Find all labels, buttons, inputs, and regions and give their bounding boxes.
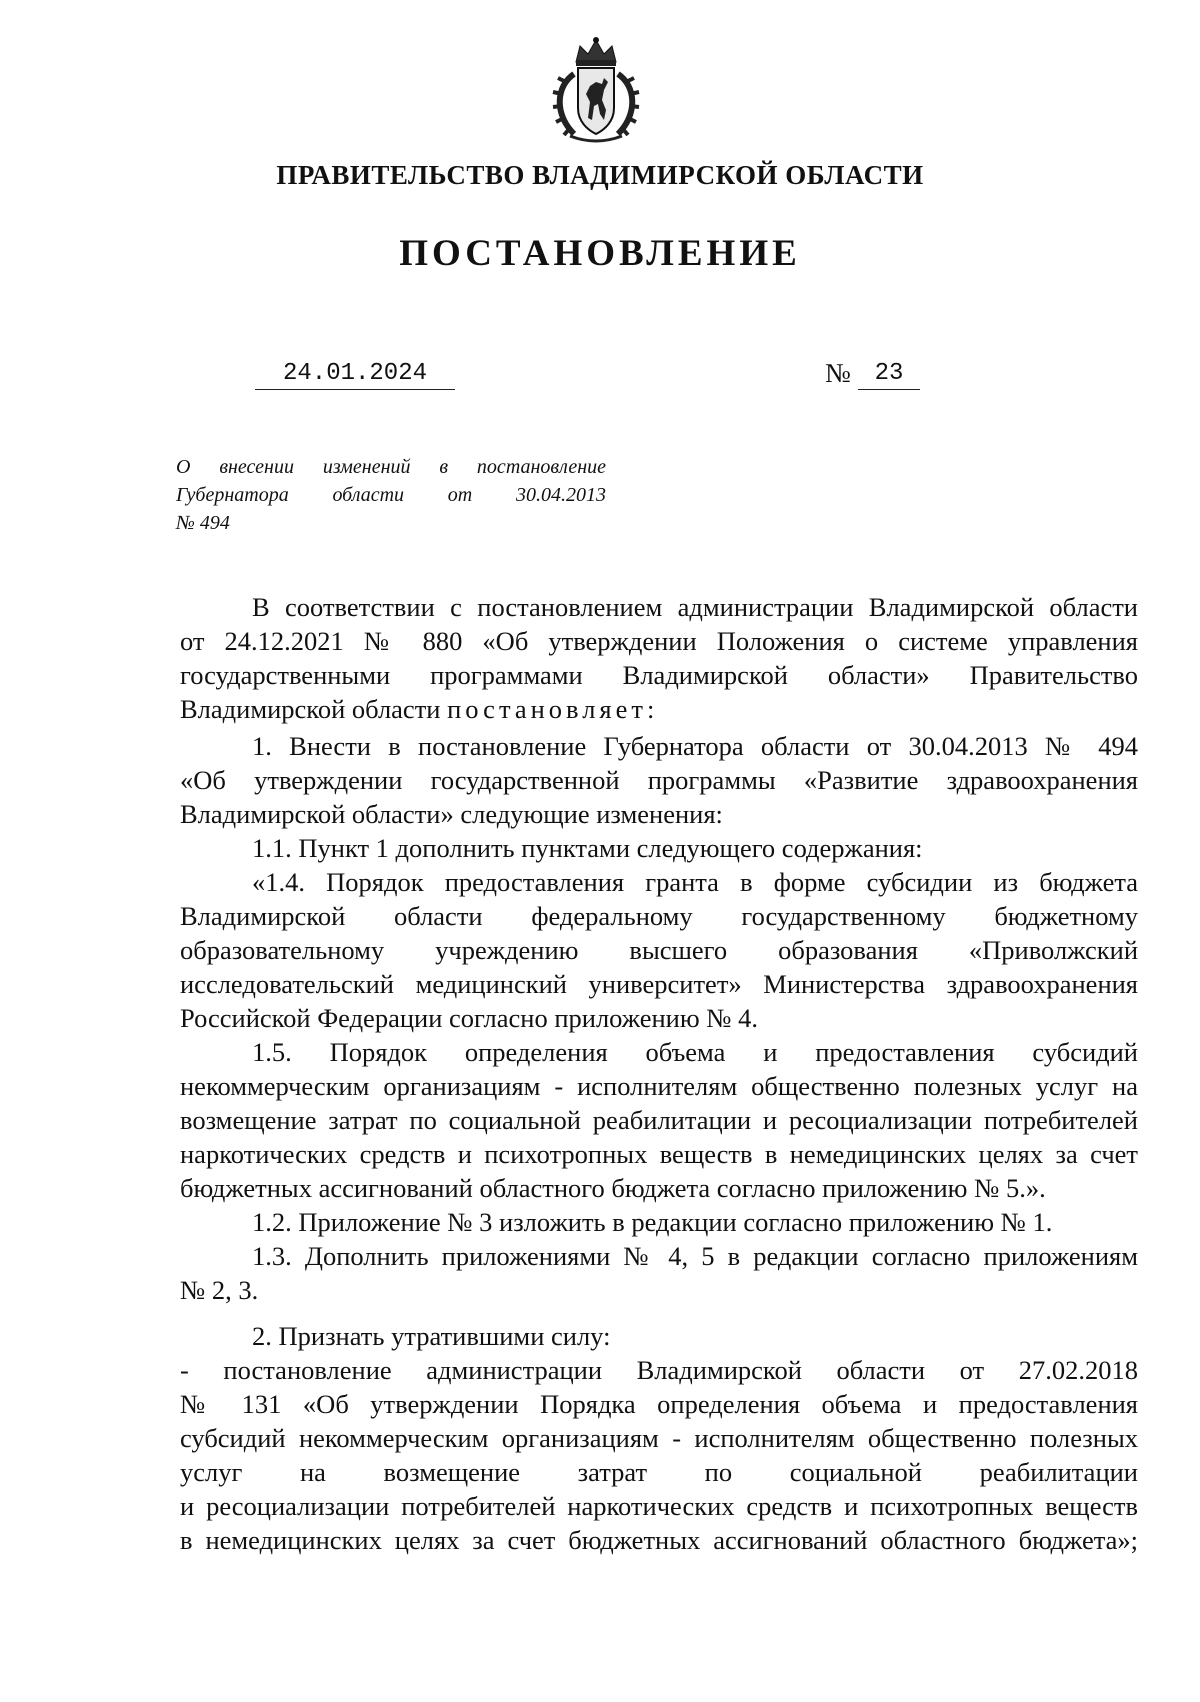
text-line [180, 692, 1138, 726]
text-line: наркотических средств и психотропных веществ в немедицинских целях за счет [180, 1139, 1138, 1169]
text-line: 1.5. Порядок определения объема и предоставления субсидий [252, 1037, 1138, 1067]
item-1-paragraph [180, 729, 1138, 831]
text-line: В соответствии с постановлением администрации Владимирской области [252, 592, 1138, 622]
text-line: и ресоциализации потребителей наркотических средств и психотропных веществ [180, 1491, 1138, 1521]
text-line: «1.4. Порядок предоставления гранта в форме субсидии из бюджета [252, 867, 1138, 897]
text-line: - постановление администрации Владимирской области от 27.02.2018 [180, 1355, 1138, 1385]
text-line: Владимирской области федеральному государственному бюджетному [180, 901, 1138, 931]
document-type-title: ПОСТАНОВЛЕНИЕ [399, 233, 801, 274]
text-line: Российской Федерации согласно приложению № 4. [180, 1003, 759, 1033]
item-1-1-paragraph [180, 831, 1138, 1035]
text-line: 1. Внести в постановление Губернатора области от 30.04.2013 № 494 [252, 731, 1138, 761]
document-number: 23 [858, 360, 920, 390]
subject-line: Губернатора области от 30.04.2013 [176, 484, 606, 506]
text-line: исследовательский медицинский университет» Министерства здравоохранения [180, 969, 1138, 999]
text-line: 1.1. Пункт 1 дополнить пунктами следующего содержания: [252, 833, 923, 863]
text-line: субсидий некоммерческим организациям - исполнителям общественно полезных [180, 1423, 1138, 1453]
text-line: «Об утверждении государственной программы «Развитие здравоохранения [180, 765, 1138, 795]
subject-line: № 494 [176, 512, 230, 534]
government-title: ПРАВИТЕЛЬСТВО ВЛАДИМИРСКОЙ ОБЛАСТИ [276, 160, 924, 190]
document-date: 24.01.2024 [255, 360, 455, 390]
subject-line: О внесении изменений в постановление [176, 456, 606, 478]
item-1-5-paragraph [180, 1035, 1138, 1205]
text-line: от 24.12.2021 № 880 «Об утверждении Положения о системе управления [180, 626, 1138, 656]
document-subject [176, 453, 606, 537]
item-1-2-paragraph [180, 1205, 1138, 1239]
text-line: Владимирской области» следующие изменения: [180, 799, 723, 829]
text-line: № 131 «Об утверждении Порядка определения объема и предоставления [180, 1389, 1138, 1419]
text-line: 2. Признать утратившими силу: [252, 1321, 611, 1351]
item-2-paragraph [180, 1319, 1138, 1557]
preamble-paragraph [180, 590, 1138, 726]
document-number-sign: № [825, 358, 851, 388]
text-line: бюджетных ассигнований областного бюджета согласно приложению № 5.». [180, 1173, 1046, 1203]
text-line: № 2, 3. [180, 1275, 259, 1305]
text-fragment: : [646, 694, 655, 724]
text-line: возмещение затрат по социальной реабилитации и ресоциализации потребителей [180, 1105, 1138, 1135]
text-line: образовательному учреждению высшего образования «Приволжский [180, 935, 1138, 965]
text-fragment: Владимирской области [180, 694, 448, 724]
spaced-word: постановляет [447, 694, 647, 724]
text-line: 1.2. Приложение № 3 изложить в редакции согласно приложению № 1. [252, 1207, 1053, 1237]
vladimir-region-coat-of-arms-icon [544, 36, 648, 144]
item-1-3-paragraph [180, 1239, 1138, 1307]
text-line: услуг на возмещение затрат по социальной реабилитации [180, 1457, 1138, 1487]
text-line: в немедицинских целях за счет бюджетных ассигнований областного бюджета»; [180, 1525, 1138, 1555]
text-line: государственными программами Владимирской области» Правительство [180, 660, 1138, 690]
text-line: 1.3. Дополнить приложениями № 4, 5 в редакции согласно приложениям [252, 1241, 1138, 1271]
text-line: некоммерческим организациям - исполнителям общественно полезных услуг на [180, 1071, 1138, 1101]
